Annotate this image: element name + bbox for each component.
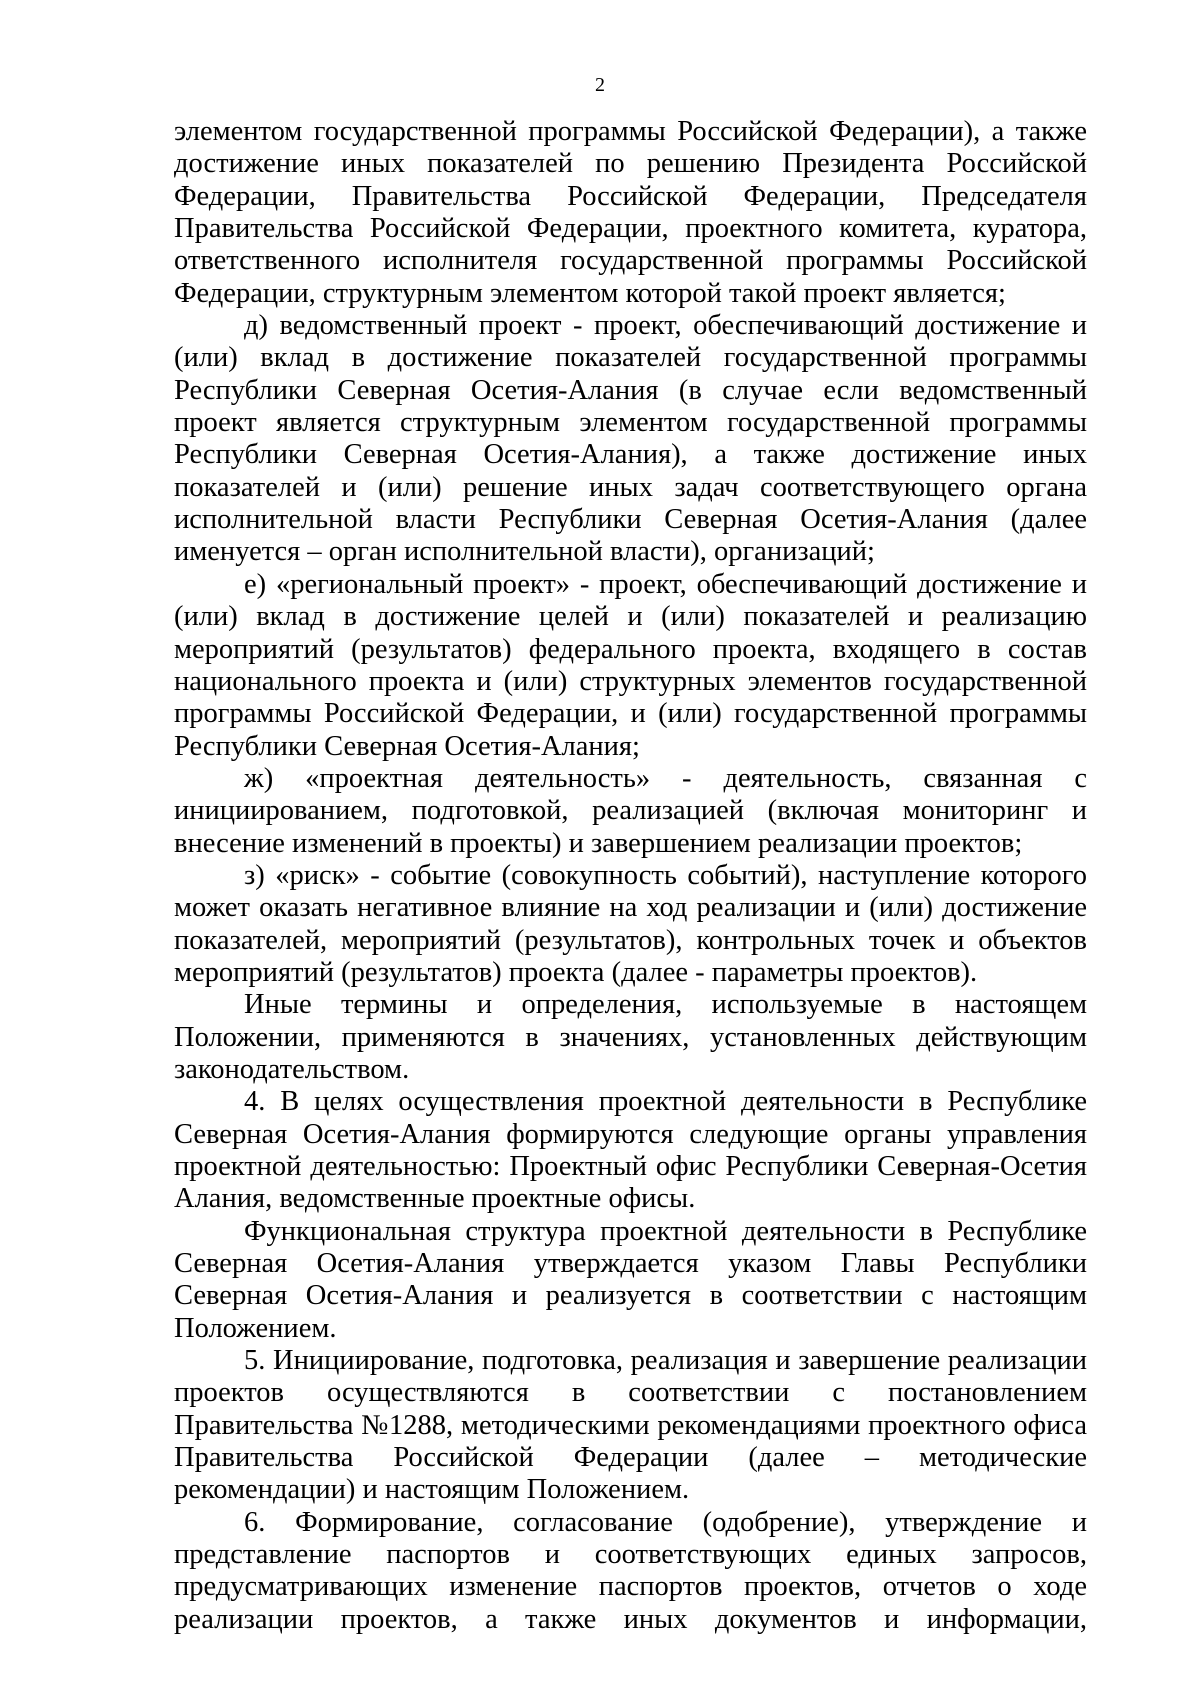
- page-number: 2: [595, 74, 605, 96]
- document-body: [174, 116, 1087, 1636]
- paragraph-continuation: элементом государственной программы Российской Федерации), а также достижение иных показателей по решению Президента Российской Федерации, Правительства Российской Федерации, Председателя Правительства Российской Федерации, проектного комитета, куратора, ответственного исполнителя государственной программы Российской Федерации, структурным элементом которой такой проект является;: [174, 116, 1087, 309]
- paragraph-item-e: е) «региональный проект» - проект, обеспечивающий достижение и (или) вклад в достижение целей и (или) показателей и реализацию мероприятий (результатов) федерального проекта, входящего в состав национального проекта и (или) структурных элементов государственной программы Российской Федерации, и (или) государственной программы Республики Северная Осетия-Алания;: [174, 568, 1087, 762]
- paragraph-functional-structure: Функциональная структура проектной деятельности в Республике Северная Осетия-Алания утверждается указом Главы Республики Северная Осетия-Алания и реализуется в соответствии с настоящим Положением.: [174, 1215, 1087, 1344]
- paragraph-other-terms: Иные термины и определения, используемые в настоящем Положении, применяются в значениях, установленных действующим законодательством.: [174, 989, 1087, 1085]
- paragraph-item-d: д) ведомственный проект - проект, обеспечивающий достижение и (или) вклад в достижение показателей государственной программы Республики Северная Осетия-Алания (в случае если ведомственный проект является структурным элементом государственной программы Республики Северная Осетия-Алания), а также достижение иных показателей и (или) решение иных задач соответствующего органа исполнительной власти Республики Северная Осетия-Алания (далее именуется – орган исполнительной власти), организаций;: [174, 310, 1087, 568]
- paragraph-item-z: з) «риск» - событие (совокупность событий), наступление которого может оказать негативное влияние на ход реализации и (или) достижение показателей, мероприятий (результатов), контрольных точек и объектов мероприятий (результатов) проекта (далее - параметры проектов).: [174, 859, 1087, 988]
- paragraph-section-4: 4. В целях осуществления проектной деятельности в Республике Северная Осетия-Алания формируются следующие органы управления проектной деятельностью: Проектный офис Республики Северная-Осетия Алания, ведомственные проектные офисы.: [174, 1086, 1087, 1215]
- paragraph-section-6: 6. Формирование, согласование (одобрение), утверждение и представление паспортов и соответствующих единых запросов, предусматривающих изменение паспортов проектов, отчетов о ходе реализации проектов, а также иных документов и информации,: [174, 1506, 1087, 1635]
- paragraph-item-zh: ж) «проектная деятельность» - деятельность, связанная с инициированием, подготовкой, реализацией (включая мониторинг и внесение изменений в проекты) и завершением реализации проектов;: [174, 762, 1087, 859]
- paragraph-section-5: 5. Инициирование, подготовка, реализация и завершение реализации проектов осуществляются в соответствии с постановлением Правительства №1288, методическими рекомендациями проектного офиса Правительства Российской Федерации (далее – методические рекомендации) и настоящим Положением.: [174, 1345, 1087, 1506]
